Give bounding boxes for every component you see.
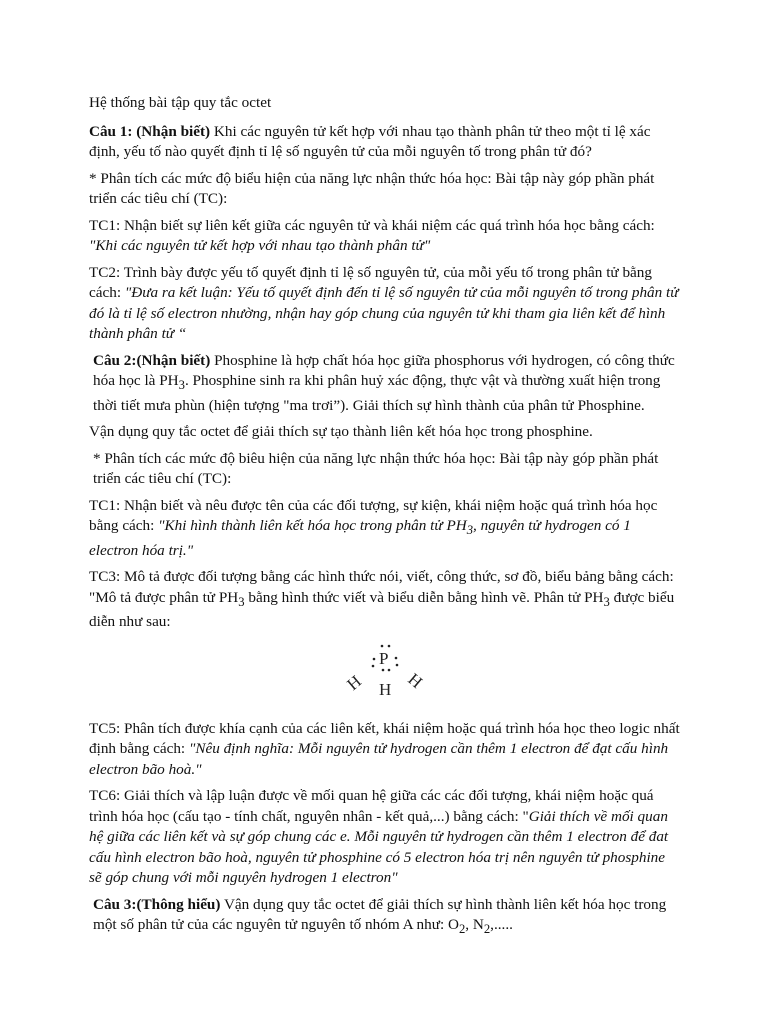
- atom-h-bottom: H: [379, 679, 392, 699]
- question-1-label: Câu 1: (Nhận biết): [89, 122, 211, 140]
- tc2-quote: "Đưa ra kết luận: Yếu tố quyết định đến tỉ lệ số nguyên tử của mỗi nguyên tố trong phân tử đó là tỉ lệ số electron nhường, nhận hay góp chung của nguyên tử khi tham gia liên kết để hình thành phân tử “: [89, 284, 679, 342]
- question-2-tc6: [89, 786, 681, 889]
- tc1-quote: "Khi các nguyên tử kết hợp với nhau tạo thành phân tử": [89, 237, 431, 254]
- question-1-tc2: [89, 263, 681, 345]
- question-1-text: Khi các nguyên tử kết hợp với nhau tạo thành phân tử theo một tỉ lệ xác định, yếu tố nào quyết định tỉ lệ số nguyên tử của mỗi nguyên tố trong phân tử đó?: [89, 122, 651, 160]
- question-2: [89, 351, 681, 417]
- tc3-text-c: được biểu diễn như sau:: [89, 588, 675, 631]
- tc1-quote-b: , nguyên tử hydrogen có 1 electron hóa trị.": [89, 517, 631, 559]
- tc5-quote: "Nêu định nghĩa: Mỗi nguyên tử hydrogen cần thêm 1 electron để đạt cấu hình electron bão hoà.": [89, 740, 669, 778]
- question-2-text-a: Phosphine là hợp chất hóa học giữa phosphorus với hydrogen, có công thức hóa học là PH: [93, 351, 675, 389]
- question-3-label: Câu 3:(Thông hiểu): [93, 895, 221, 913]
- question-3: [89, 895, 681, 940]
- subscript: 3: [178, 378, 185, 393]
- tc2-text: TC2: Trình bày được yếu tố quyết định tỉ lệ số nguyên tử, của mỗi yếu tố trong phân tử bằng cách:: [89, 263, 652, 301]
- subscript: 2: [458, 922, 466, 937]
- subscript: 3: [238, 594, 245, 609]
- question-3-text-c: ,.....: [490, 916, 513, 934]
- atom-h-right: H: [404, 669, 427, 692]
- question-2-analysis: * Phân tích các mức độ biêu hiện của năng lực nhận thức hóa học: Bài tập này góp phần phát triển các tiêu chí (TC):: [93, 449, 659, 488]
- tc1-quote-a: "Khi hình thành liên kết hóa học trong phân tử PH: [158, 517, 467, 535]
- subscript: 2: [483, 922, 491, 937]
- question-2-apply: Vận dụng quy tắc octet để giải thích sự tạo thành liên kết hóa học trong phosphine.: [89, 423, 593, 441]
- question-2-tc3: [89, 567, 681, 633]
- question-2-tc5: [89, 719, 681, 781]
- tc3-text-b: bằng hình thức viết và biểu diễn bằng hình vẽ. Phân tử PH: [244, 588, 604, 606]
- tc3-text-a: TC3: Mô tả được đối tượng bằng các hình thức nói, viết, công thức, sơ đồ, biểu bảng bằng cách: "Mô tả được phân tử PH: [89, 568, 674, 606]
- atom-h-left: H: [343, 671, 365, 694]
- question-1-analysis: * Phân tích các mức độ biểu hiện của năng lực nhận thức hóa học: Bài tập này góp phần phát triển các tiêu chí (TC):: [89, 169, 655, 207]
- question-3-text-b: , N: [465, 916, 484, 934]
- subscript: 3: [466, 523, 474, 538]
- lone-pair-dots: [381, 644, 391, 647]
- question-1-tc1: [89, 216, 681, 257]
- subscript: 3: [603, 594, 610, 609]
- tc1-text: TC1: Nhận biết và nêu được tên của các đối tượng, sự kiện, khái niệm hoặc quá trình hóa học bằng cách:: [89, 496, 658, 535]
- question-2-tc1: [89, 496, 681, 562]
- atom-p: P: [379, 648, 389, 668]
- question-3-text-a: Vận dụng quy tắc octet để giải thích sự hình thành liên kết hóa học trong một số phân tử của các nguyên tử nguyên tố nhóm A như: O: [93, 895, 667, 934]
- tc6-quote: Giải thích về mối quan hệ giữa các liên kết và sự góp chung các e. Mỗi nguyên tử hydrogen cần thêm 1 electron để đat cấu hình electron bão hoà, nguyên tử phosphine có 5 electron hóa trị nên nguyên tử phosphine sẽ góp chung với mỗi nguyên hydrogen 1 electron": [89, 807, 669, 887]
- tc1-text: TC1: Nhận biết sự liên kết giữa các nguyên tử và khái niệm các quá trình hóa học bằng cách:: [89, 216, 655, 234]
- question-1: [89, 122, 681, 163]
- question-2-text-b: . Phosphine sinh ra khi phân huỷ xác động, thực vật và thường xuất hiện trong thời tiết mưa phùn (hiện tượng "ma trơi”). Giải thích sự hình thành của phân tử Phosphine.: [93, 372, 661, 414]
- tc6-text: TC6: Giải thích và lập luận được về mối quan hệ giữa các các đối tượng, khái niệm hoặc quá trình hóa học (cấu tạo - tính chất, nguyên nhân - kết quả,...) bằng cách: ": [89, 787, 654, 825]
- document-title: Hệ thống bài tập quy tắc octet: [89, 94, 272, 111]
- document-body: [89, 93, 681, 946]
- question-2-label: Câu 2:(Nhận biết): [93, 351, 211, 369]
- tc5-text: TC5: Phân tích được khía cạnh của các liên kết, khái niệm hoặc quá trình hóa học theo logic nhất định bằng cách:: [89, 719, 680, 758]
- ph3-lewis-structure: [89, 639, 681, 711]
